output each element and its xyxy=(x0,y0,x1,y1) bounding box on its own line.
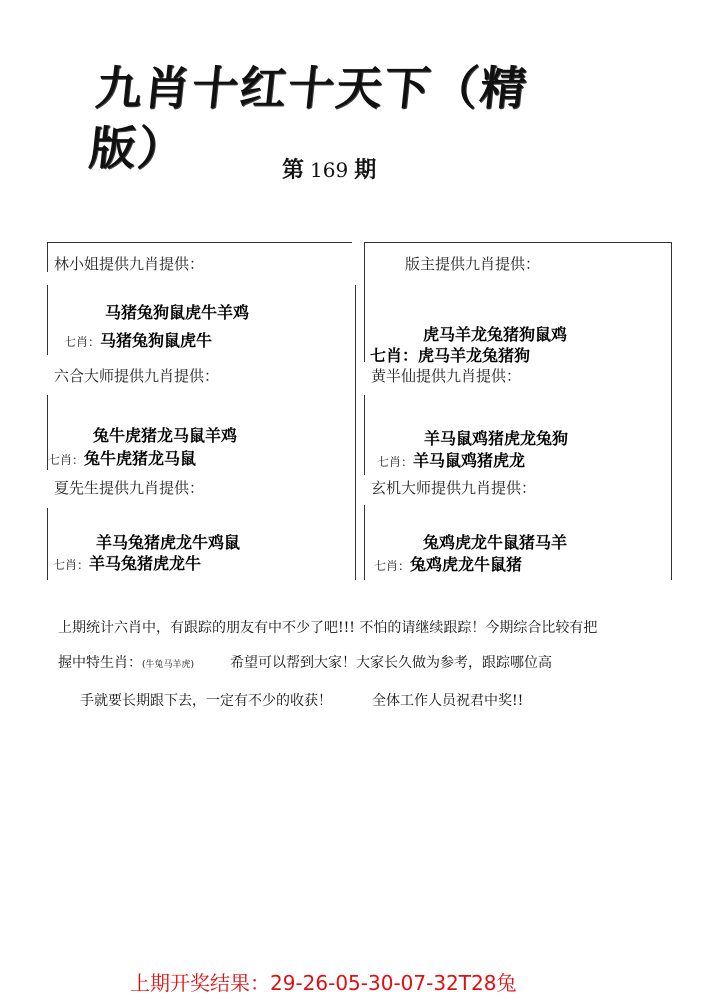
seven-label: 七肖： xyxy=(377,455,414,469)
section-title-xuanji: 玄机大师提供九肖提供： xyxy=(371,479,537,497)
seven-label: 七肖： xyxy=(64,335,101,349)
seven-zodiac-banzhu xyxy=(370,345,530,367)
left-panel-border-left-4 xyxy=(47,508,48,580)
seven-label: 七肖： xyxy=(48,453,85,467)
seven-value: 羊马兔猪虎龙牛 xyxy=(89,554,202,573)
seven-zodiac-xuanji xyxy=(374,554,522,577)
message-line-3 xyxy=(80,690,523,712)
center-divider xyxy=(355,285,356,580)
seven-label: 七肖： xyxy=(53,558,90,572)
nine-zodiac-xuanji: 兔鸡虎龙牛鼠猪马羊 xyxy=(423,533,568,552)
message-line-2-small: (牛兔马羊虎) xyxy=(142,660,195,670)
nine-zodiac-liuhe: 兔牛虎猪龙马鼠羊鸡 xyxy=(93,426,238,445)
seven-value: 虎马羊龙兔猪狗 xyxy=(418,346,531,365)
seven-zodiac-xia xyxy=(53,553,201,576)
left-panel-border-left xyxy=(47,242,48,272)
section-title-lin: 林小姐提供九肖提供： xyxy=(54,255,205,273)
nine-zodiac-banzhu: 虎马羊龙兔猪狗鼠鸡 xyxy=(423,325,568,344)
message-line-3-b: 全体工作人员祝君中奖!! xyxy=(372,693,524,709)
seven-value: 羊马鼠鸡猪虎龙 xyxy=(413,451,526,470)
section-title-liuhe: 六合大师提供九肖提供： xyxy=(54,367,220,385)
seven-value: 兔牛虎猪龙马鼠 xyxy=(84,449,197,468)
section-title-xia: 夏先生提供九肖提供： xyxy=(54,479,205,497)
nine-zodiac-xia: 羊马兔猪虎龙牛鸡鼠 xyxy=(96,533,241,552)
seven-zodiac-lin xyxy=(64,330,212,353)
nine-zodiac-huang: 羊马鼠鸡猪虎龙兔狗 xyxy=(424,429,569,448)
seven-label: 七肖： xyxy=(374,559,411,573)
page-title: 九肖十红十天下（精版） xyxy=(86,61,531,175)
message-line-3-a: 手就要长期跟下去，一定有不少的收获！ xyxy=(80,693,332,709)
seven-zodiac-liuhe xyxy=(48,448,196,471)
right-panel-border-top xyxy=(364,242,672,243)
right-panel-border-right xyxy=(671,242,672,580)
section-title-huang: 黄半仙提供九肖提供： xyxy=(371,367,522,385)
message-line-2-a: 握中特生肖： xyxy=(58,655,142,671)
seven-value: 兔鸡虎龙牛鼠猪 xyxy=(410,555,523,574)
issue-number xyxy=(282,152,442,188)
right-panel-border-left xyxy=(364,242,365,362)
last-draw-result: 上期开奖结果：29-26-05-30-07-32T28兔 xyxy=(130,971,517,995)
message-line-1: 上期统计六肖中，有跟踪的朋友有中不少了吧!!! 不怕的请继续跟踪！今期综合比较有把 xyxy=(58,620,598,636)
message-line-2-b: 希望可以帮到大家！大家长久做为参考，跟踪哪位高 xyxy=(230,655,553,671)
message-line-2 xyxy=(58,652,552,676)
left-panel-border-top xyxy=(47,242,352,243)
nine-zodiac-lin: 马猪兔狗鼠虎牛羊鸡 xyxy=(105,303,250,322)
issue-value: 169 xyxy=(310,158,349,182)
left-panel-border-left-2 xyxy=(47,285,48,355)
right-panel-border-left-3 xyxy=(364,505,365,580)
issue-prefix: 第 xyxy=(282,157,305,183)
seven-zodiac-huang xyxy=(377,450,525,473)
issue-suffix: 期 xyxy=(354,157,377,183)
right-panel-border-left-2 xyxy=(364,395,365,475)
seven-label: 七肖： xyxy=(370,346,419,365)
seven-value: 马猪兔狗鼠虎牛 xyxy=(100,331,213,350)
section-title-banzhu: 版主提供九肖提供： xyxy=(405,255,541,273)
